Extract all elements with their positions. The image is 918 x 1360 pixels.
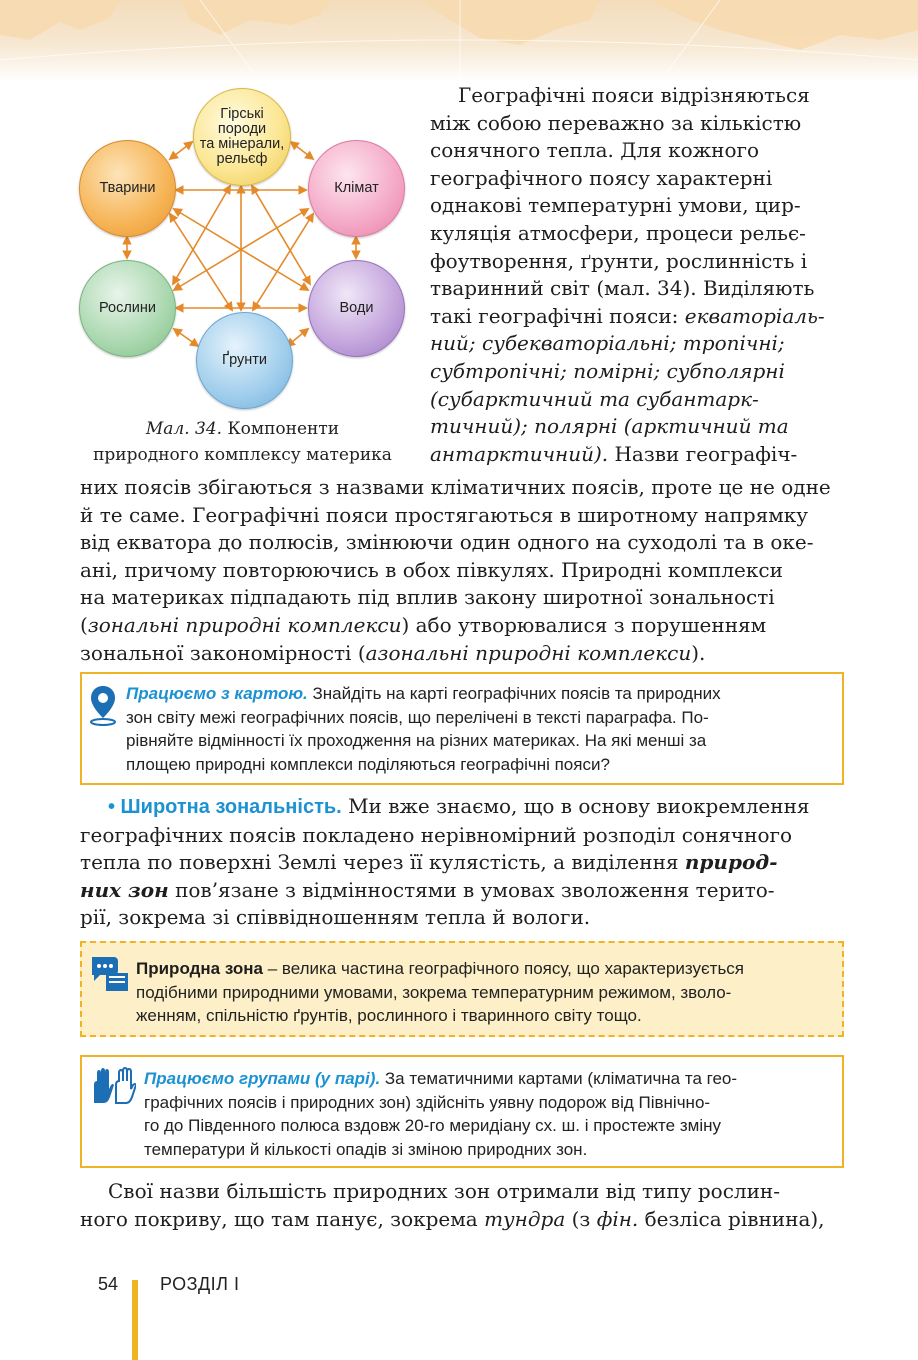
map-header-banner <box>0 0 918 82</box>
node-soils: Ґрунти <box>196 312 293 409</box>
node-rocks-minerals-relief: Гірські породи та мінерали, рельєф <box>193 88 291 186</box>
map-task-box: Працюємо з картою. Знайдіть на карті географічних поясів та природних зон світу межі географічних поясів, що перелічені в тексті параграфа. По- рівняйте відмінності їх проходження на різних материках. На які менші за площею природні комплекси поділяються географічні пояси? <box>80 672 844 785</box>
zone-names-paragraph: Свої назви більшість природних зон отримали від типу рослин- ного покриву, що там панує, зокрема тундра (з фін. безліса рівнина), <box>80 1179 825 1231</box>
natural-complex-diagram <box>70 84 415 414</box>
node-animals: Тварини <box>79 140 176 237</box>
page-number: 54 <box>98 1274 119 1294</box>
world-map-decoration <box>0 0 918 82</box>
node-waters: Води <box>308 260 405 357</box>
intro-paragraph-continued: них поясів збігаються з назвами кліматичних поясів, проте це не одне й те саме. Географічні пояси простягаються в широтному напрямку від екватора до полюсів, змінюючи один одного на суходолі та в оке- ані, причому повторюючись в обох півкулях. Природні комплекси на материках підпадають під вплив закону широтної зональності (зональні природні комплекси) або утворювалися з порушенням зональної закономірності (азональні природні комплекси). <box>80 475 831 665</box>
intro-paragraph: Географічні пояси відрізняються між собою переважно за кількістю сонячного тепла. Для кожного географічного поясу характерні однакові температурні умови, цир- куляція атмосфери, процеси рельє- фоутворення, ґрунти, рослинність і тваринний світ (мал. 34). Виділяють такі географічні пояси: екваторіаль- ний; субекваторіальні; тропічні; субтропічні; помірні; субполярні (субарктичний та субантарк- тичний); полярні (арктичний та антарктичний). Назви географіч- <box>430 83 825 466</box>
latitudinal-zonality-paragraph: • Широтна зональність. Ми вже знаємо, що в основу виокремлення географічних поясів покладено нерівномірний розподіл сонячного тепла по поверхні Землі через її кулястість, а виділення природ- них зон пов’язане з відмінностями в умовах зволоження терито- рії, зокрема зі співвідношенням тепла й вологи. <box>80 794 810 930</box>
speech-book-icon <box>90 953 130 993</box>
node-plants: Рослини <box>79 260 176 357</box>
section-label: РОЗДІЛ І <box>160 1274 240 1294</box>
figure-caption: Мал. 34. Компоненти природного комплексу материка <box>93 419 392 465</box>
node-climate: Клімат <box>308 140 405 237</box>
hands-icon <box>90 1067 136 1107</box>
definition-box: Природна зона – велика частина географічного поясу, що характеризується подібними природними умовами, зокрема температурним режимом, зволо- женням, спільністю ґрунтів, рослинного і тваринного світу тощо. <box>80 941 844 1037</box>
group-task-box: Працюємо групами (у парі). За тематичними картами (кліматична та гео- графічних поясів і природних зон) здійсніть уявну подорож від Північно- го до Південного полюса вздовж 20-го меридіану сх. ш. і простежте зміну температури й кількості опадів зі зміною природних зон. <box>80 1055 844 1168</box>
footer-accent-bar <box>132 1280 138 1360</box>
map-pin-icon <box>88 684 118 726</box>
